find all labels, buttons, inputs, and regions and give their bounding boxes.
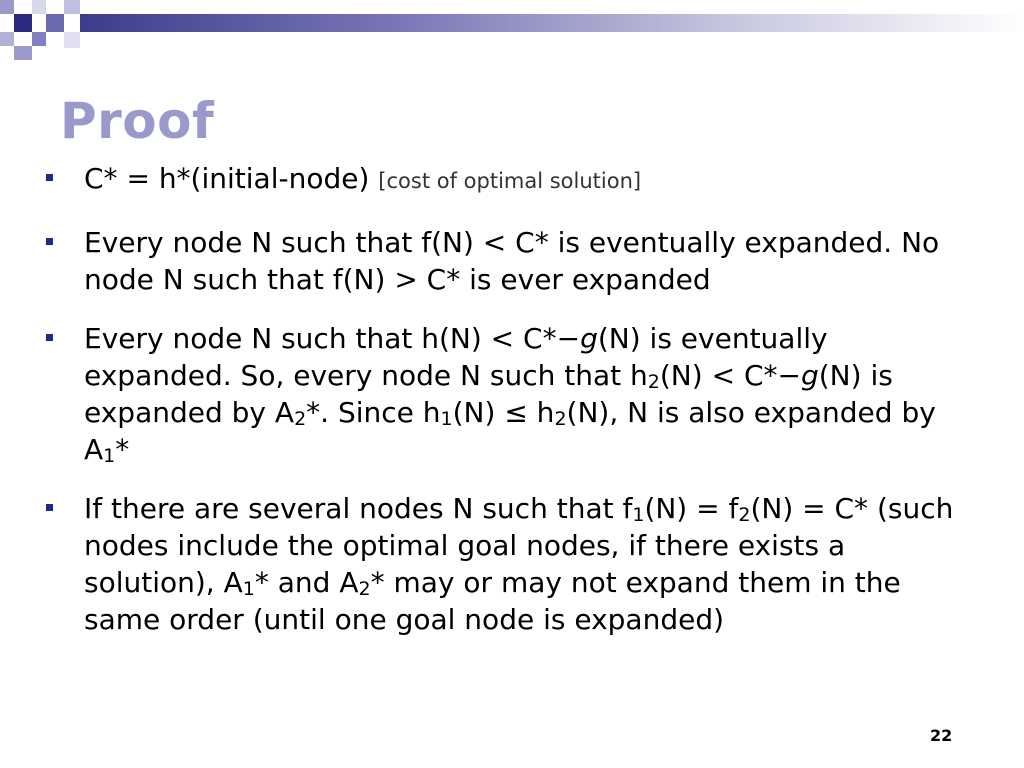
subscript: 2 (647, 371, 660, 393)
bullet-text: C* (514, 322, 557, 355)
subscript: 2 (738, 504, 751, 526)
subscript: 2 (294, 408, 307, 430)
header-gradient-band (80, 14, 1024, 32)
bullet-text: (N) is expanded by A (84, 359, 893, 429)
bullet-text: * (115, 433, 130, 466)
bullet-text: C* = h*(initial-node) (84, 162, 379, 195)
bullet-text: Every node N such that f(N) (84, 226, 483, 259)
bullet-square-icon (46, 238, 53, 245)
minus-symbol: − (556, 322, 581, 355)
bullet-text: (N) (659, 359, 712, 392)
bullet-item-2 (44, 224, 984, 298)
bullet-text: * and A (254, 566, 359, 599)
bullet-text: * may or may not expand them in the same order (until one goal node is expanded) (84, 566, 901, 636)
deco-square (0, 0, 14, 14)
deco-square (32, 0, 46, 14)
subscript: 1 (242, 578, 255, 600)
deco-square (14, 46, 32, 60)
subscript: 2 (554, 408, 567, 430)
bullet-text: C* is ever expanded (417, 263, 711, 296)
deco-square (14, 14, 32, 32)
subscript: 1 (103, 445, 116, 467)
minus-symbol: − (777, 359, 801, 392)
less-than-symbol: < (490, 322, 515, 355)
bullet-square-icon (46, 504, 53, 511)
bullet-square-icon (46, 174, 53, 181)
subscript: 1 (440, 408, 453, 430)
bullet-text: Every node N such that h(N) (84, 322, 491, 355)
deco-square (46, 14, 64, 32)
bullet-square-icon (46, 334, 53, 341)
bullet-item-3 (44, 320, 984, 468)
bullet-text: (N) = f (644, 492, 739, 525)
bullet-text: (N) = C* (such nodes include the optimal goal nodes, if there exists a solution), A (84, 492, 954, 599)
less-than-symbol: < (482, 226, 507, 259)
deco-square (0, 32, 14, 46)
page-number: 22 (930, 726, 953, 745)
deco-square (32, 32, 46, 46)
deco-square (64, 32, 80, 48)
bullet-text: (N) is eventually expanded. So, every node N such that h (84, 322, 828, 392)
g-function: g (800, 359, 819, 392)
slide-title: Proof (60, 92, 215, 150)
subscript: 2 (358, 578, 371, 600)
g-function: g (580, 322, 598, 355)
bullet-text: (N) ≤ h (452, 396, 555, 429)
bullet-item-4 (44, 490, 984, 638)
bullet-text: (N), N is also expanded by A (84, 396, 936, 466)
bullet-text: C* (735, 359, 778, 392)
greater-than-symbol: > (394, 263, 418, 296)
bullet-item-1 (44, 160, 984, 200)
bullet-note: [cost of optimal solution] (378, 169, 642, 193)
bullet-text: *. Since h (306, 396, 441, 429)
bullet-list (44, 160, 984, 638)
deco-square (64, 0, 80, 14)
bullet-text: C* is eventually expanded. No node N such that f(N) (84, 226, 940, 296)
bullet-text: If there are several nodes N such that f (84, 492, 633, 525)
less-than-symbol: < (711, 359, 736, 392)
subscript: 1 (632, 504, 645, 526)
